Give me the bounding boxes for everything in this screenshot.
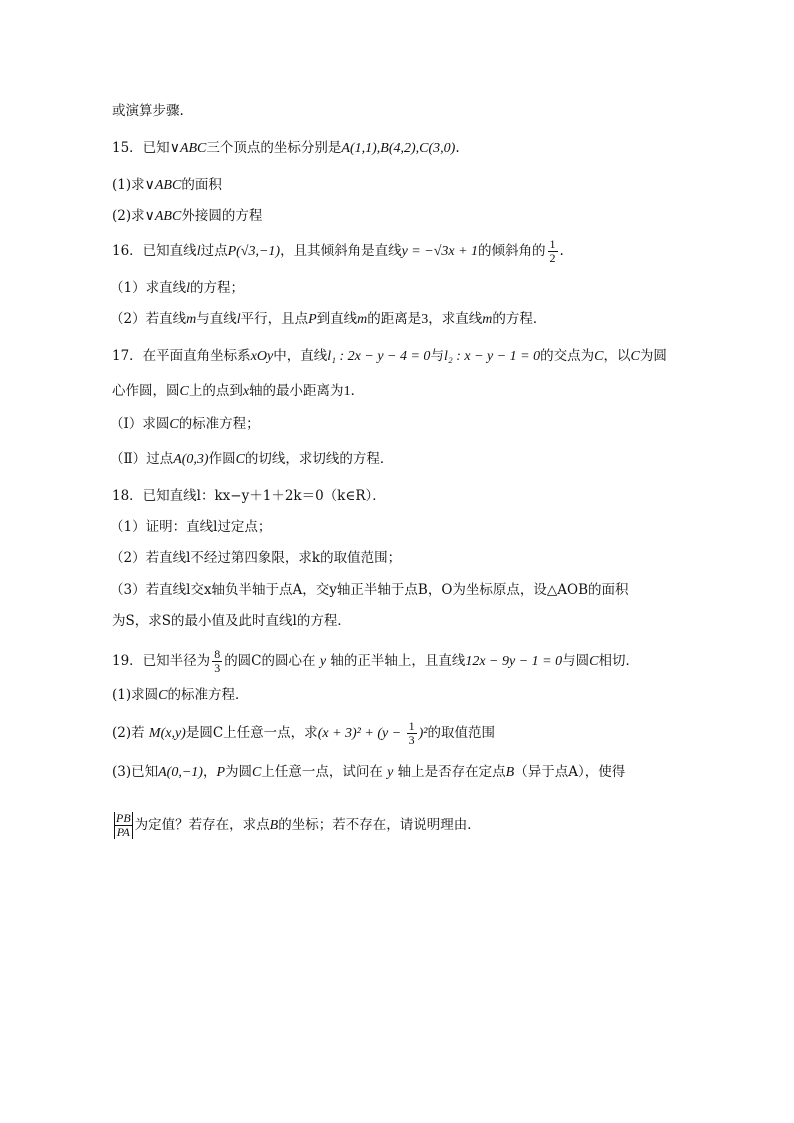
- fraction: [548, 238, 558, 265]
- text: （3）若直线l交x轴负半轴于点A，交y轴正半轴于点B，O为坐标原点，设△AOB的面积: [110, 582, 629, 598]
- text: （2）若直线: [110, 311, 187, 327]
- text: .: [455, 140, 460, 156]
- text: 是圆C上任意一点，求: [185, 725, 318, 741]
- text: 的倾斜角的: [478, 243, 546, 259]
- text: 中，直线: [273, 348, 328, 364]
- math: A(0,3): [173, 452, 209, 467]
- question-16-part-1: [110, 278, 714, 299]
- question-19: [112, 648, 714, 675]
- math: m: [357, 312, 368, 327]
- math: C: [594, 349, 604, 364]
- math: ABC: [154, 178, 182, 193]
- text: (2)求: [112, 208, 145, 224]
- question-17: [112, 346, 714, 367]
- denominator: 3: [214, 661, 221, 675]
- math: C: [169, 417, 179, 432]
- math: y: [319, 654, 327, 669]
- text: 或演算步骤.: [112, 103, 184, 119]
- text: (3)已知: [112, 764, 159, 780]
- fraction: [212, 648, 222, 675]
- text: 17．在平面直角坐标系: [112, 348, 251, 364]
- text: 的方程．: [492, 311, 547, 327]
- math: m: [482, 312, 493, 327]
- text: ，求直线: [428, 311, 483, 327]
- math: )²: [418, 726, 428, 741]
- text: 的标准方程；: [178, 416, 260, 432]
- math: 3: [421, 312, 429, 327]
- text: 到直线: [316, 311, 358, 327]
- text: 19．已知半径为: [112, 653, 211, 669]
- question-18-part-1: [110, 517, 714, 537]
- fraction: [114, 812, 133, 839]
- text: 为定值？若存在，求点: [134, 817, 270, 833]
- text: 轴的正半轴上，且直线: [330, 653, 466, 669]
- text: 为圆: [639, 348, 667, 364]
- question-18-part-3-cont: [112, 611, 714, 631]
- question-19-part-3: [112, 762, 714, 783]
- text: (1)求: [112, 177, 145, 193]
- text: （Ⅰ）求圆: [110, 416, 170, 432]
- text: 的面积: [181, 177, 222, 193]
- math: l₁ : 2x − y − 4 = 0: [327, 349, 431, 364]
- text: 平行，且点: [240, 311, 309, 327]
- math: m: [186, 312, 197, 327]
- numerator: PB: [116, 811, 131, 825]
- text: 与直线: [196, 311, 237, 327]
- math: ABC: [154, 209, 182, 224]
- question-19-part-2: [112, 720, 714, 747]
- math: P: [216, 765, 226, 780]
- math: B: [269, 818, 279, 833]
- text: ．: [350, 383, 365, 399]
- text: 心作圆，圆: [112, 383, 180, 399]
- text: 的坐标；若不存在，请说明理由．: [278, 817, 481, 833]
- text: 轴上是否存在定点: [397, 764, 506, 780]
- fraction: [407, 720, 417, 747]
- question-15-part-2: [112, 206, 714, 227]
- math: P: [308, 312, 317, 327]
- text: 16．已知直线: [112, 243, 197, 259]
- question-15: [112, 138, 714, 159]
- text: 与圆: [562, 653, 590, 669]
- question-15-part-1: [112, 175, 714, 196]
- math: 1: [343, 384, 351, 399]
- math: l: [196, 244, 201, 259]
- question-19-part-3-cont: [112, 812, 714, 839]
- math: 12x − 9y − 1 = 0: [465, 654, 563, 669]
- text: 外接圆的方程: [181, 208, 263, 224]
- text: （2）若直线l不经过第四象限，求k的取值范围；: [110, 550, 402, 566]
- text: （1）求直线: [110, 280, 187, 296]
- math: A(0,−1): [158, 765, 203, 780]
- question-18: [112, 486, 714, 506]
- math: xOy: [250, 349, 274, 364]
- text: .: [559, 243, 564, 259]
- text: ，且其倾斜角是直线: [280, 243, 402, 259]
- line-intro: [112, 101, 714, 121]
- text: （1）证明：直线l过定点；: [110, 519, 272, 535]
- math: x: [242, 384, 250, 399]
- text: 的交点为: [540, 348, 595, 364]
- math: A(1,1),B(4,2),C(3,0): [341, 141, 456, 156]
- text: 的距离是: [367, 311, 422, 327]
- math: (x + 3)² + (y −: [317, 726, 405, 741]
- text: （异于点A），使得: [514, 764, 626, 780]
- text: 上的点到: [188, 383, 243, 399]
- math: C: [252, 765, 262, 780]
- text: 作圆: [208, 451, 236, 467]
- text: 过点: [200, 243, 228, 259]
- text: ，以: [603, 348, 631, 364]
- text: 上任意一点，试问在: [261, 764, 383, 780]
- denominator: 3: [408, 733, 415, 747]
- text: 相切．: [598, 653, 639, 669]
- text: (1)求圆: [112, 687, 159, 703]
- question-16-part-2: [110, 309, 714, 330]
- math: C: [179, 384, 189, 399]
- numerator: 8: [214, 647, 221, 661]
- denominator: PA: [114, 826, 133, 839]
- math: C: [158, 688, 168, 703]
- text: 为S，求S的最小值及此时直线l的方程．: [112, 613, 351, 629]
- triangle-symbol: ∨: [144, 209, 155, 224]
- math: P(√3,−1): [227, 244, 281, 259]
- question-17-part-1: [110, 414, 714, 435]
- text: 为圆: [225, 764, 253, 780]
- text: 轴的最小距离为: [249, 383, 344, 399]
- question-19-part-1: [112, 685, 714, 706]
- math: y: [387, 765, 394, 780]
- math: l: [186, 281, 190, 296]
- text: 三个顶点的坐标分别是: [206, 140, 342, 156]
- text: (2)若: [112, 725, 145, 741]
- triangle-symbol: ∨: [169, 141, 180, 156]
- question-18-part-3: [110, 580, 714, 600]
- text: 与: [430, 348, 444, 364]
- text: 的方程；: [189, 280, 244, 296]
- text: 的取值范围: [427, 725, 495, 741]
- text: 15．已知: [112, 140, 170, 156]
- question-17-part-2: [110, 449, 714, 470]
- question-17-cont: [112, 381, 714, 402]
- numerator: 1: [408, 719, 415, 733]
- text: ，: [202, 764, 217, 780]
- math: C: [235, 452, 245, 467]
- math: l: [236, 312, 241, 327]
- text: 的标准方程．: [167, 687, 249, 703]
- math: ABC: [179, 141, 207, 156]
- text: （Ⅱ）过点: [110, 451, 174, 467]
- math: M(x,y): [148, 726, 186, 741]
- math: B: [505, 765, 515, 780]
- text: 的圆C的圆心在: [224, 653, 316, 669]
- math: l₂ : x − y − 1 = 0: [443, 349, 541, 364]
- math: y = −√3x + 1: [401, 244, 479, 259]
- math: C: [630, 349, 640, 364]
- text: 的切线，求切线的方程．: [244, 451, 394, 467]
- question-16: [112, 238, 714, 265]
- denominator: 2: [549, 251, 556, 265]
- question-18-part-2: [110, 548, 714, 568]
- triangle-symbol: ∨: [144, 178, 155, 193]
- numerator: 1: [549, 237, 556, 251]
- text: 18．已知直线l：kx−y＋1＋2k＝0（k∈R）．: [112, 488, 386, 504]
- math: C: [589, 654, 599, 669]
